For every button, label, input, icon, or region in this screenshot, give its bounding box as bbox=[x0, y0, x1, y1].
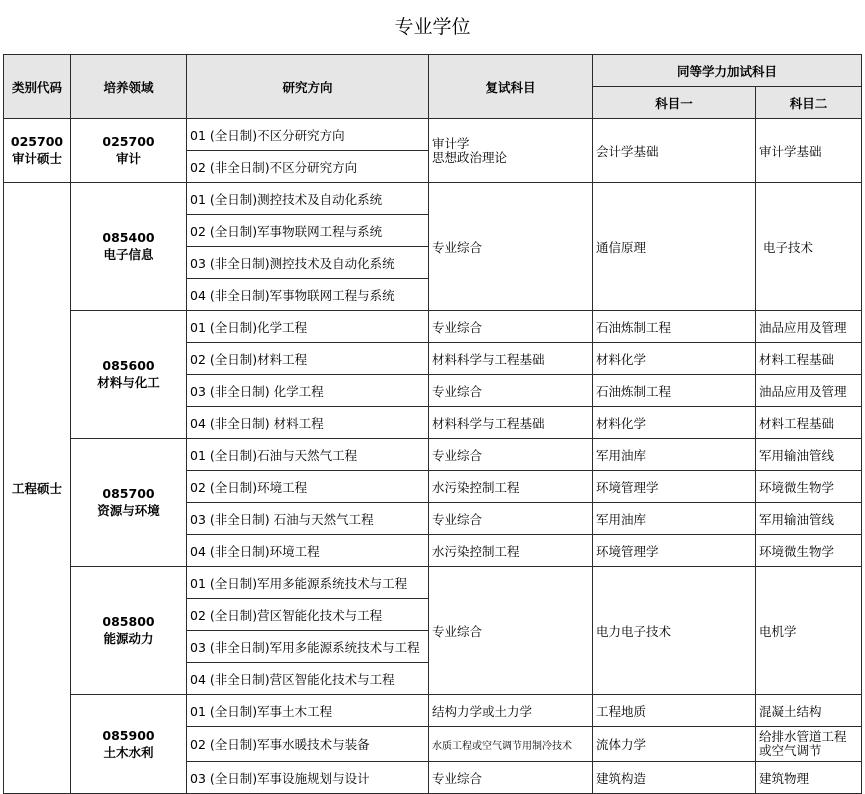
retest-cell: 水质工程或空气调节用制冷技术 bbox=[429, 727, 593, 762]
subject2-cell: 材料工程基础 bbox=[756, 343, 862, 375]
field-code: 085800 bbox=[102, 614, 155, 629]
subject2-cell: 建筑物理 bbox=[756, 762, 862, 794]
subject1-cell: 通信原理 bbox=[593, 183, 756, 311]
subject2-cell: 环境微生物学 bbox=[756, 535, 862, 567]
subject2-cell: 油品应用及管理 bbox=[756, 311, 862, 343]
category-name: 审计硕士 bbox=[11, 151, 62, 166]
field-code: 085700 bbox=[102, 486, 155, 501]
field-name: 材料与化工 bbox=[97, 375, 160, 390]
subject1-cell: 石油炼制工程 bbox=[593, 375, 756, 407]
direction-cell: 03 (非全日制)测控技术及自动化系统 bbox=[187, 247, 429, 279]
retest-cell: 专业综合 bbox=[429, 183, 593, 311]
subject2-cell: 审计学基础 bbox=[756, 119, 862, 183]
field-code: 085900 bbox=[102, 727, 155, 743]
direction-cell: 01 (全日制)化学工程 bbox=[187, 311, 429, 343]
retest-cell: 专业综合 bbox=[429, 375, 593, 407]
direction-cell: 02 (全日制)材料工程 bbox=[187, 343, 429, 375]
direction-cell: 01 (全日制)测控技术及自动化系统 bbox=[187, 183, 429, 215]
direction-cell: 02 (全日制)军事水暖技术与装备 bbox=[187, 727, 429, 762]
subject1-cell: 材料化学 bbox=[593, 407, 756, 439]
header-subject2: 科目二 bbox=[756, 87, 862, 119]
header-retest: 复试科目 bbox=[429, 55, 593, 119]
subject2-cell: 混凝土结构 bbox=[756, 695, 862, 727]
category-code: 025700 bbox=[10, 134, 64, 149]
subject2-cell: 军用输油管线 bbox=[756, 439, 862, 471]
direction-cell: 04 (非全日制) 材料工程 bbox=[187, 407, 429, 439]
retest-cell: 专业综合 bbox=[429, 762, 593, 794]
retest-cell: 专业综合 bbox=[429, 503, 593, 535]
subject1-cell: 工程地质 bbox=[593, 695, 756, 727]
direction-cell: 04 (非全日制)营区智能化技术与工程 bbox=[187, 663, 429, 695]
subject1-cell: 会计学基础 bbox=[593, 119, 756, 183]
table-row bbox=[4, 311, 862, 343]
field-name: 审计 bbox=[115, 151, 141, 166]
direction-cell: 01 (全日制)石油与天然气工程 bbox=[187, 439, 429, 471]
retest-cell: 材料科学与工程基础 bbox=[429, 343, 593, 375]
retest-cell: 材料科学与工程基础 bbox=[429, 407, 593, 439]
subject2-cell: 电子技术 bbox=[756, 183, 862, 311]
subject2-cell: 给排水管道工程或空气调节 bbox=[756, 727, 862, 762]
field-cell bbox=[71, 439, 187, 567]
subject2-cell: 环境微生物学 bbox=[756, 471, 862, 503]
table-row bbox=[4, 695, 862, 727]
table-row bbox=[4, 183, 862, 215]
direction-cell: 01 (全日制)不区分研究方向 bbox=[187, 119, 429, 151]
field-cell bbox=[71, 183, 187, 311]
header-extra: 同等学力加试科目 bbox=[593, 55, 862, 87]
table-row bbox=[4, 567, 862, 599]
subject1-cell: 环境管理学 bbox=[593, 535, 756, 567]
retest-cell: 专业综合 bbox=[429, 439, 593, 471]
retest-cell: 结构力学或土力学 bbox=[429, 695, 593, 727]
field-name: 电子信息 bbox=[103, 247, 154, 262]
table-row bbox=[4, 119, 862, 151]
table-row bbox=[4, 439, 862, 471]
retest-cell: 专业综合 bbox=[429, 311, 593, 343]
field-code: 025700 bbox=[102, 134, 155, 149]
subject1-cell: 石油炼制工程 bbox=[593, 311, 756, 343]
direction-cell: 03 (非全日制) 石油与天然气工程 bbox=[187, 503, 429, 535]
subject2-cell: 军用输油管线 bbox=[756, 503, 862, 535]
category-cell bbox=[4, 119, 71, 183]
direction-cell: 04 (非全日制)军事物联网工程与系统 bbox=[187, 279, 429, 311]
direction-cell: 03 (非全日制)军用多能源系统技术与工程 bbox=[187, 631, 429, 663]
field-code: 085600 bbox=[102, 358, 155, 373]
retest-cell: 专业综合 bbox=[429, 567, 593, 695]
direction-cell: 01 (全日制)军事土木工程 bbox=[187, 695, 429, 727]
subject1-cell: 流体力学 bbox=[593, 727, 756, 762]
programs-table bbox=[3, 54, 862, 794]
direction-cell: 02 (全日制)军事物联网工程与系统 bbox=[187, 215, 429, 247]
subject1-cell: 建筑构造 bbox=[593, 762, 756, 794]
direction-cell: 01 (全日制)军用多能源系统技术与工程 bbox=[187, 567, 429, 599]
direction-cell: 02 (全日制)环境工程 bbox=[187, 471, 429, 503]
direction-cell: 04 (非全日制)环境工程 bbox=[187, 535, 429, 567]
header-subject1: 科目一 bbox=[593, 87, 756, 119]
header-field: 培养领域 bbox=[71, 55, 187, 119]
page-title: 专业学位 bbox=[394, 16, 471, 38]
field-cell bbox=[71, 119, 187, 183]
retest-cell: 水污染控制工程 bbox=[429, 535, 593, 567]
field-cell bbox=[71, 695, 187, 794]
header-direction: 研究方向 bbox=[187, 55, 429, 119]
subject1-cell: 军用油库 bbox=[593, 503, 756, 535]
direction-cell: 02 (全日制)营区智能化技术与工程 bbox=[187, 599, 429, 631]
field-code: 085400 bbox=[102, 230, 155, 245]
direction-cell: 03 (非全日制) 化学工程 bbox=[187, 375, 429, 407]
retest-cell: 水污染控制工程 bbox=[429, 471, 593, 503]
field-name: 土木水利 bbox=[103, 744, 154, 760]
field-cell bbox=[71, 567, 187, 695]
retest-cell: 审计学 思想政治理论 bbox=[429, 119, 593, 183]
direction-cell: 02 (非全日制)不区分研究方向 bbox=[187, 151, 429, 183]
subject1-cell: 环境管理学 bbox=[593, 471, 756, 503]
subject1-cell: 材料化学 bbox=[593, 343, 756, 375]
category-cell: 工程硕士 bbox=[4, 183, 71, 794]
subject2-cell: 材料工程基础 bbox=[756, 407, 862, 439]
field-name: 能源动力 bbox=[103, 631, 154, 646]
direction-cell: 03 (全日制)军事设施规划与设计 bbox=[187, 762, 429, 794]
header-category: 类别代码 bbox=[4, 55, 71, 119]
subject1-cell: 电力电子技术 bbox=[593, 567, 756, 695]
subject2-cell: 电机学 bbox=[756, 567, 862, 695]
subject1-cell: 军用油库 bbox=[593, 439, 756, 471]
field-cell bbox=[71, 311, 187, 439]
subject2-cell: 油品应用及管理 bbox=[756, 375, 862, 407]
field-name: 资源与环境 bbox=[97, 503, 160, 518]
